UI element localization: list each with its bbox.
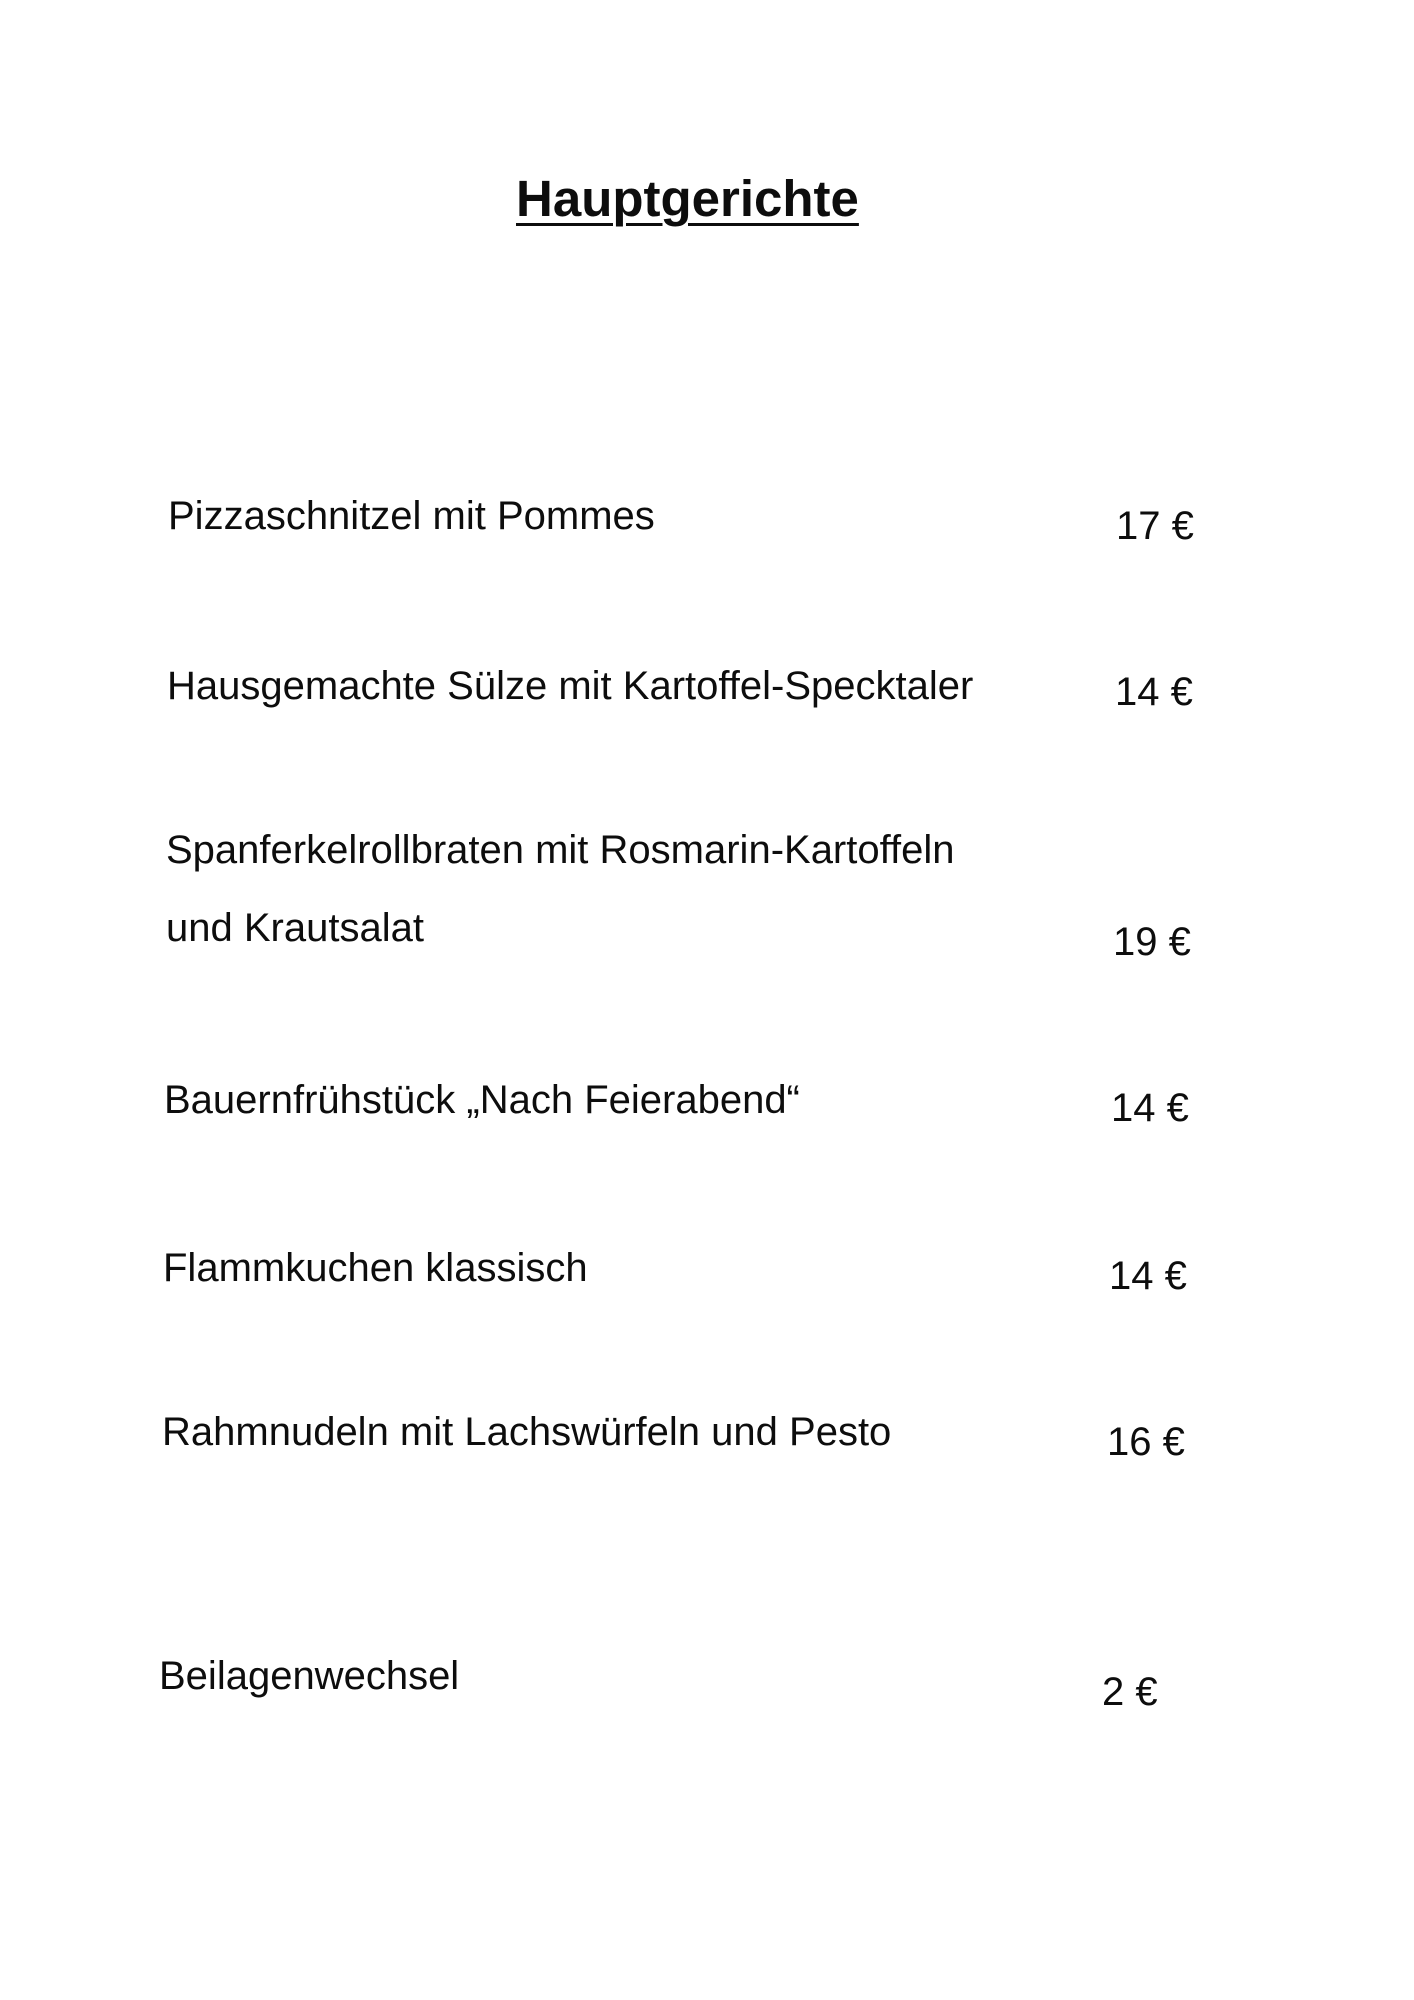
menu-item-price: 14 € (1109, 1254, 1187, 1298)
menu-item-name-line2: und Krautsalat (166, 906, 424, 950)
menu-item-price: 14 € (1111, 1086, 1189, 1130)
menu-title (516, 168, 859, 229)
menu-item-name: Rahmnudeln mit Lachswürfeln und Pesto (162, 1410, 892, 1454)
menu-extra-name: Beilagenwechsel (159, 1654, 460, 1698)
menu-item-name: Spanferkelrollbraten mit Rosmarin-Kartoffeln (166, 828, 955, 872)
menu-item-name: Hausgemachte Sülze mit Kartoffel-Specktaler (167, 664, 974, 708)
menu-item-price: 14 € (1115, 670, 1193, 714)
menu-item-name: Flammkuchen klassisch (163, 1246, 588, 1290)
menu-item-name: Bauernfrühstück „Nach Feierabend“ (164, 1078, 800, 1122)
menu-item-price: 19 € (1113, 920, 1191, 964)
menu-title-text: Hauptgerichte (516, 170, 859, 227)
menu-item-price: 16 € (1107, 1420, 1185, 1464)
menu-item-price: 17 € (1116, 504, 1194, 548)
menu-item-name: Pizzaschnitzel mit Pommes (168, 494, 655, 538)
menu-extra-price: 2 € (1102, 1670, 1158, 1714)
